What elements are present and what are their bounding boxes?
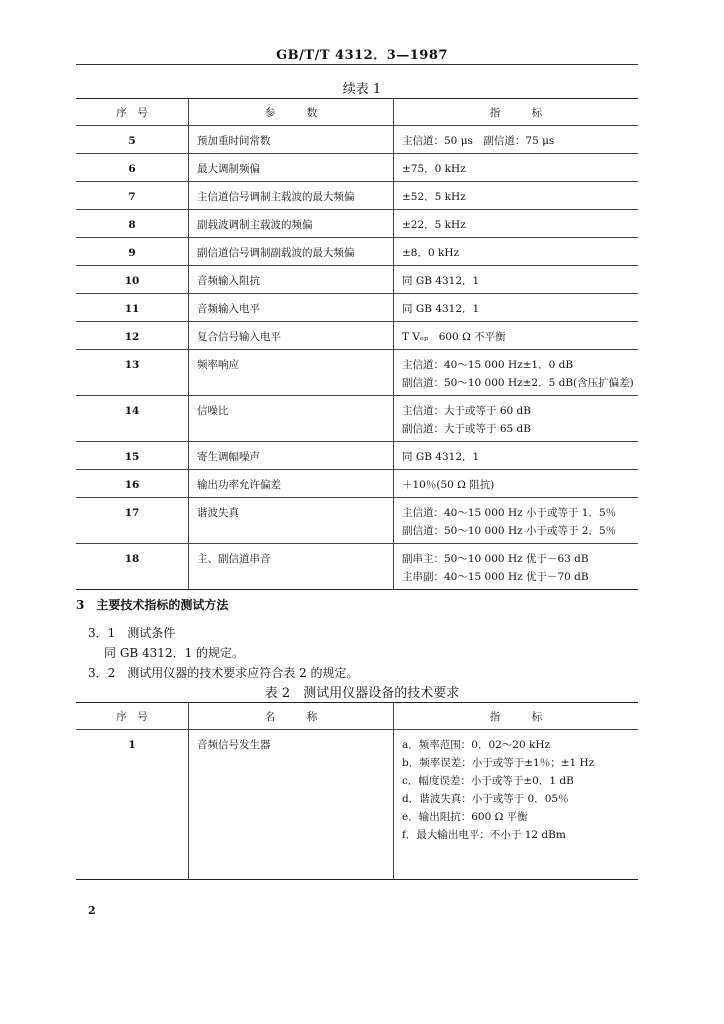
header-rule: [76, 64, 638, 65]
row-number: 17: [76, 498, 189, 544]
table-row: [76, 350, 638, 396]
spec-line: ±22．5 kHz: [402, 219, 466, 231]
row-number: 8: [76, 210, 189, 238]
spec-line: 同 GB 4312．1: [402, 275, 480, 287]
col-header-param: 参 数: [189, 99, 394, 126]
table-row: [76, 442, 638, 470]
row-number: 11: [76, 294, 189, 322]
row-spec: [394, 154, 639, 182]
table1: [76, 98, 638, 590]
row-number: 7: [76, 182, 189, 210]
row-param: 主、副信道串音: [189, 544, 394, 590]
spec-line: f．最大输出电平：不小于 12 dBm: [402, 829, 566, 841]
spec-line: ±52．5 kHz: [402, 191, 466, 203]
row-number: 9: [76, 238, 189, 266]
row-spec: [394, 396, 639, 442]
table-row: [76, 126, 638, 154]
table-row: [76, 730, 638, 880]
row-param: 预加重时间常数: [189, 126, 394, 154]
row-number: 16: [76, 470, 189, 498]
spec-line: c．幅度误差：小于或等于±0．1 dB: [402, 775, 574, 787]
spec-line: 主信道：大于或等于 60 dB: [402, 405, 531, 417]
row-spec: [394, 294, 639, 322]
row-number: 12: [76, 322, 189, 350]
row-spec: [394, 126, 639, 154]
row-param: 信噪比: [189, 396, 394, 442]
table-row: [76, 266, 638, 294]
row-spec: [394, 730, 639, 880]
table-row: [76, 182, 638, 210]
row-param: 主信道信号调制主载波的最大频偏: [189, 182, 394, 210]
section31-title: 3．1 测试条件: [88, 626, 176, 640]
row-param: 副载波调制主载波的频偏: [189, 210, 394, 238]
row-param: 输出功率允许偏差: [189, 470, 394, 498]
table-row: [76, 544, 638, 590]
row-spec: [394, 350, 639, 396]
row-param: 最大调制频偏: [189, 154, 394, 182]
row-number: 5: [76, 126, 189, 154]
standard-number-header: GB/T/T 4312．3—1987: [276, 48, 448, 63]
spec-line: 副信道：大于或等于 65 dB: [402, 423, 531, 435]
table1-header-row: [76, 99, 638, 126]
table-row: [76, 498, 638, 544]
row-number: 13: [76, 350, 189, 396]
table-row: [76, 470, 638, 498]
col-header-name: 名 称: [189, 703, 394, 730]
row-spec: [394, 210, 639, 238]
spec-line: 副串主：50～10 000 Hz 优于－63 dB: [402, 553, 589, 565]
spec-line: ±8．0 kHz: [402, 247, 460, 259]
spec-line: 副信道：50～10 000 Hz 小于或等于 2．5％: [402, 525, 617, 537]
row-spec: [394, 182, 639, 210]
row-number: 6: [76, 154, 189, 182]
row-param: 音频输入电平: [189, 294, 394, 322]
row-param: 寄生调幅噪声: [189, 442, 394, 470]
row-number: 18: [76, 544, 189, 590]
row-number: 10: [76, 266, 189, 294]
col-header-no: 序 号: [76, 703, 189, 730]
spec-line: d．谐波失真：小于或等于 0．05％: [402, 793, 569, 805]
table1-title: 续表 1: [342, 82, 382, 97]
row-spec: [394, 238, 639, 266]
row-spec: [394, 322, 639, 350]
row-param: 音频输入阻抗: [189, 266, 394, 294]
col-header-no: 序 号: [76, 99, 189, 126]
row-number: 14: [76, 396, 189, 442]
row-param: 复合信号输入电平: [189, 322, 394, 350]
table2: [76, 702, 638, 880]
row-spec: [394, 442, 639, 470]
table-row: [76, 154, 638, 182]
table-row: [76, 322, 638, 350]
spec-line: 主信道：40～15 000 Hz 小于或等于 1．5％: [402, 507, 617, 519]
row-param: 副信道信号调制副载波的最大频偏: [189, 238, 394, 266]
table2-title: 表 2 测试用仪器设备的技术要求: [264, 686, 460, 701]
row-param: 频率响应: [189, 350, 394, 396]
table-row: [76, 238, 638, 266]
row-name: 音频信号发生器: [189, 730, 394, 880]
row-spec: [394, 470, 639, 498]
spec-line: 主串副：40～15 000 Hz 优于－70 dB: [402, 571, 589, 583]
table2-header-row: [76, 703, 638, 730]
table-row: [76, 294, 638, 322]
spec-line: b．频率误差：小于或等于±1％；±1 Hz: [402, 757, 595, 769]
table-row: [76, 396, 638, 442]
row-number: 15: [76, 442, 189, 470]
col-header-spec: 指 标: [394, 703, 639, 730]
spec-line: 副信道：50～10 000 Hz±2．5 dB(含压扩偏差): [402, 377, 634, 389]
section32-title: 3．2 测试用仪器的技术要求应符合表 2 的规定。: [88, 666, 359, 680]
section3-heading: 3 主要技术指标的测试方法: [76, 598, 229, 612]
row-param: 谐波失真: [189, 498, 394, 544]
spec-line: ±75．0 kHz: [402, 163, 466, 175]
row-spec: [394, 498, 639, 544]
spec-line: 主信道：40～15 000 Hz±1．0 dB: [402, 359, 574, 371]
section31-text: 同 GB 4312．1 的规定。: [104, 646, 245, 660]
spec-line: 同 GB 4312．1: [402, 303, 480, 315]
spec-line: ＋10％(50 Ω 阻抗): [402, 479, 495, 491]
col-header-spec: 指 标: [394, 99, 639, 126]
page-number: 2: [88, 904, 96, 917]
spec-line: T Vₑₚ 600 Ω 不平衡: [402, 331, 506, 343]
spec-line: 同 GB 4312．1: [402, 451, 480, 463]
row-number: 1: [76, 730, 189, 880]
row-spec: [394, 544, 639, 590]
spec-line: a．频率范围：0．02～20 kHz: [402, 739, 551, 751]
row-spec: [394, 266, 639, 294]
table-row: [76, 210, 638, 238]
spec-line: 主信道：50 μs 副信道：75 μs: [402, 135, 555, 147]
spec-line: e．输出阻抗：600 Ω 平衡: [402, 811, 528, 823]
